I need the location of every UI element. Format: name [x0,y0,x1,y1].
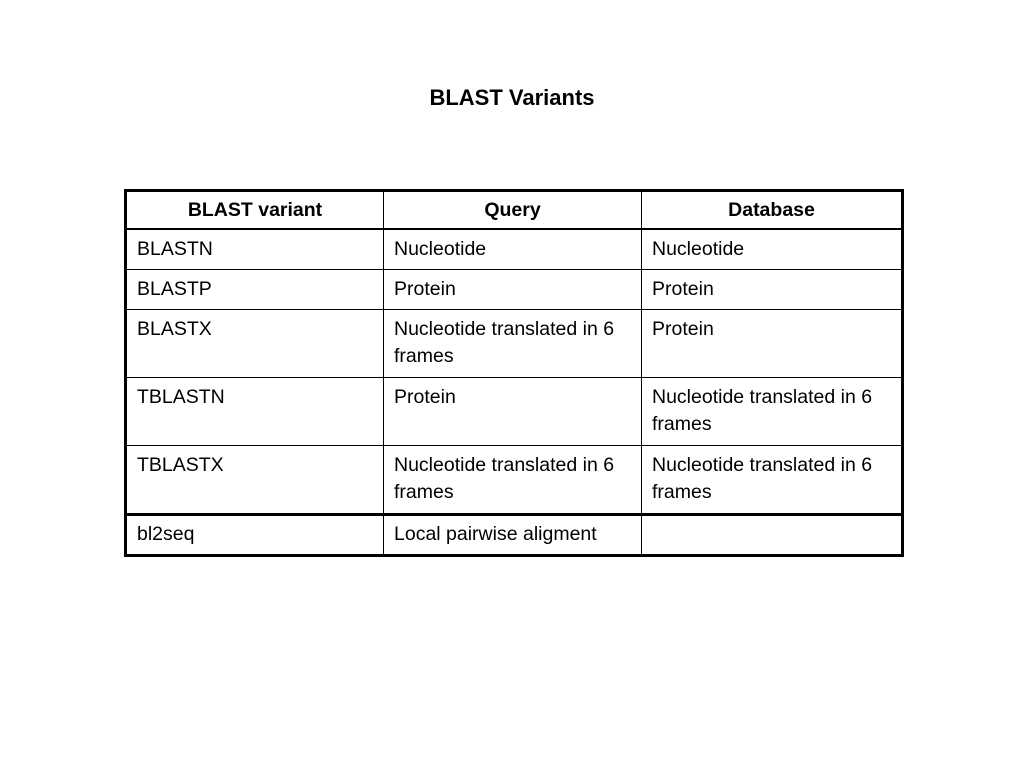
cell-variant: bl2seq [126,515,384,556]
table-row [126,446,903,515]
slide-title: BLAST Variants [429,85,595,110]
cell-database [642,515,903,556]
cell-database: Nucleotide translated in 6 frames [642,446,903,515]
cell-query: Local pairwise aligment [384,515,642,556]
table-header [126,191,903,230]
cell-variant: BLASTN [126,229,384,270]
cell-query: Nucleotide translated in 6 frames [384,310,642,378]
cell-variant: BLASTX [126,310,384,378]
table-row [126,310,903,378]
cell-variant: BLASTP [126,270,384,310]
header-cell-variant: BLAST variant [126,191,384,230]
table-row [126,229,903,270]
cell-query: Nucleotide translated in 6 frames [384,446,642,515]
blast-variants-table-container [124,189,901,557]
header-cell-query: Query [384,191,642,230]
cell-variant: TBLASTX [126,446,384,515]
cell-query: Nucleotide [384,229,642,270]
blast-variants-table [124,189,904,557]
table-row [126,515,903,556]
table-body [126,229,903,556]
cell-variant: TBLASTN [126,378,384,446]
table-row [126,270,903,310]
cell-database: Nucleotide [642,229,903,270]
cell-query: Protein [384,378,642,446]
cell-database: Nucleotide translated in 6 frames [642,378,903,446]
cell-database: Protein [642,270,903,310]
cell-database: Protein [642,310,903,378]
header-cell-database: Database [642,191,903,230]
cell-query: Protein [384,270,642,310]
table-row [126,378,903,446]
header-row [126,191,903,230]
